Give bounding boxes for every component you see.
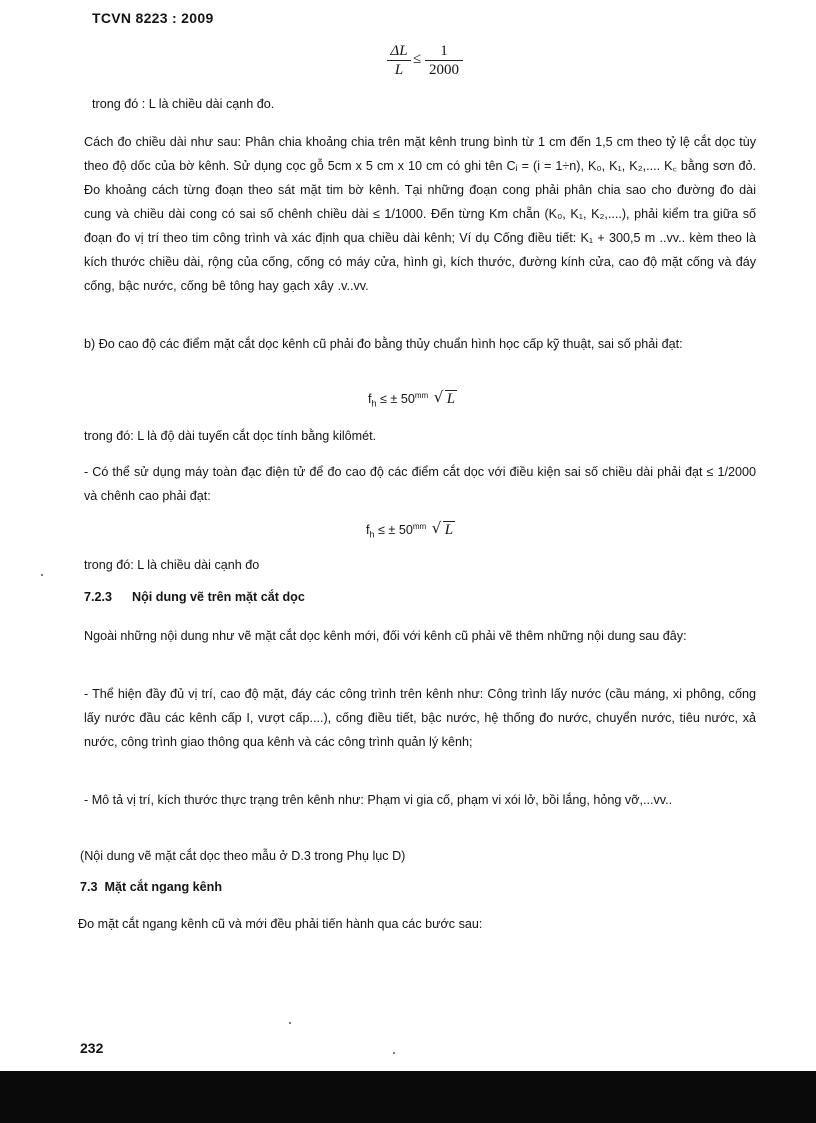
formula-rhs-denominator: 2000 <box>429 62 459 78</box>
formula-operator: ≤ <box>413 51 422 67</box>
paragraph: Cách đo chiều dài như sau: Phân chia khoảng chia trên mặt kênh trung bình từ 1 cm đến 1,5 cm theo tỷ lệ cắt dọc tùy theo độ dốc của bờ kênh. Sử dụng cọc gỗ 5cm x 5 cm x 10 cm có ghi tên Cᵢ = (i = 1÷n), K₀, K₁, K₂,.... K꜀ bằng sơn đỏ. Đo khoảng cách từng đoạn theo sát mặt tim bờ kênh. Tại những đoạn cong phải phân chia sao cho đường đo dài cung và chiều dài cong có sai số chênh chiều dài ≤ 1/1000. Đến từng Km chẵn (K₀, K₁, K₂,....), phải kiểm tra giữa số đoạn đo vị trí theo tim công trình và xác định qua chiều dài kênh; Ví dụ Cống điều tiết: K₁ + 300,5 m ..vv.. kèm theo là kích thước chiều dài, rộng của cống, cống có máy cửa, hình gì, kích thước, đường kính cửa, cao độ mặt cống và đáy cống, bậc nước, cống bê tông hay gạch xây .v..vv. <box>84 135 756 293</box>
paragraph: Đo mặt cắt ngang kênh cũ và mới đều phải tiến hành qua các bước sau: <box>78 917 483 931</box>
paragraph: - Thể hiện đầy đủ vị trí, cao độ mặt, đáy các công trình trên kênh như: Công trình lấy nước (cầu máng, xi phông, cống lấy nước đầu các kênh cấp I, vượt cấp....), cống điều tiết, bậc nước, hệ thống đo nước, chuyển nước, tiêu nước, xả nước, công trình giao thông qua kênh và các công trình quản lý kênh; <box>84 687 756 749</box>
formula-height-tolerance: $f_h$ ≤ ± $50^{mm}$ √ L <box>368 388 456 409</box>
formula-height-difference: $f_h$ ≤ ± $50^{mm}$ √ L <box>366 519 454 540</box>
standard-code: TCVN 8223 : 2009 <box>92 10 214 26</box>
scan-speck <box>289 1022 291 1024</box>
sqrt-icon: √ <box>431 519 442 538</box>
formula-denominator: L <box>394 62 404 78</box>
formula-rhs-numerator: 1 <box>425 43 463 61</box>
paragraph: trong đó : L là chiều dài cạnh đo. <box>92 97 275 111</box>
paragraph: Ngoài những nội dung như vẽ mặt cắt dọc kênh mới, đối với kênh cũ phải vẽ thêm những nội dung sau đây: <box>84 629 687 643</box>
formula-numerator: ΔL <box>387 43 411 61</box>
page-number: 232 <box>80 1040 104 1056</box>
scan-speck <box>41 574 43 576</box>
paragraph: - Có thể sử dụng máy toàn đạc điện tử để đo cao độ các điểm cắt dọc với điều kiện sai số chiều dài phải đạt ≤ 1/2000 và chênh cao phải đạt: <box>84 465 756 503</box>
scan-speck <box>393 1052 395 1054</box>
paragraph: b) Đo cao độ các điểm mặt cắt dọc kênh cũ phải đo bằng thủy chuẩn hình học cấp kỹ thuật, sai số phải đạt: <box>84 337 683 351</box>
paragraph: trong đó: L là chiều dài cạnh đo <box>84 558 260 572</box>
paragraph: trong đó: L là độ dài tuyến cắt dọc tính bằng kilômét. <box>84 429 377 443</box>
paragraph: - Mô tả vị trí, kích thước thực trạng trên kênh như: Phạm vi gia cố, phạm vi xói lở, bồi lắng, hỏng vỡ,...vv.. <box>84 793 673 807</box>
section-heading-7-2-3: 7.2.3 Nội dung vẽ trên mặt cắt dọc <box>84 590 305 604</box>
sqrt-icon: √ <box>433 388 444 407</box>
scan-border <box>0 1071 816 1123</box>
formula-length-ratio <box>387 43 467 83</box>
paragraph: (Nội dung vẽ mặt cắt dọc theo mẫu ở D.3 trong Phụ lục D) <box>80 849 406 863</box>
section-heading-7-3: 7.3 Mặt cắt ngang kênh <box>80 880 223 894</box>
